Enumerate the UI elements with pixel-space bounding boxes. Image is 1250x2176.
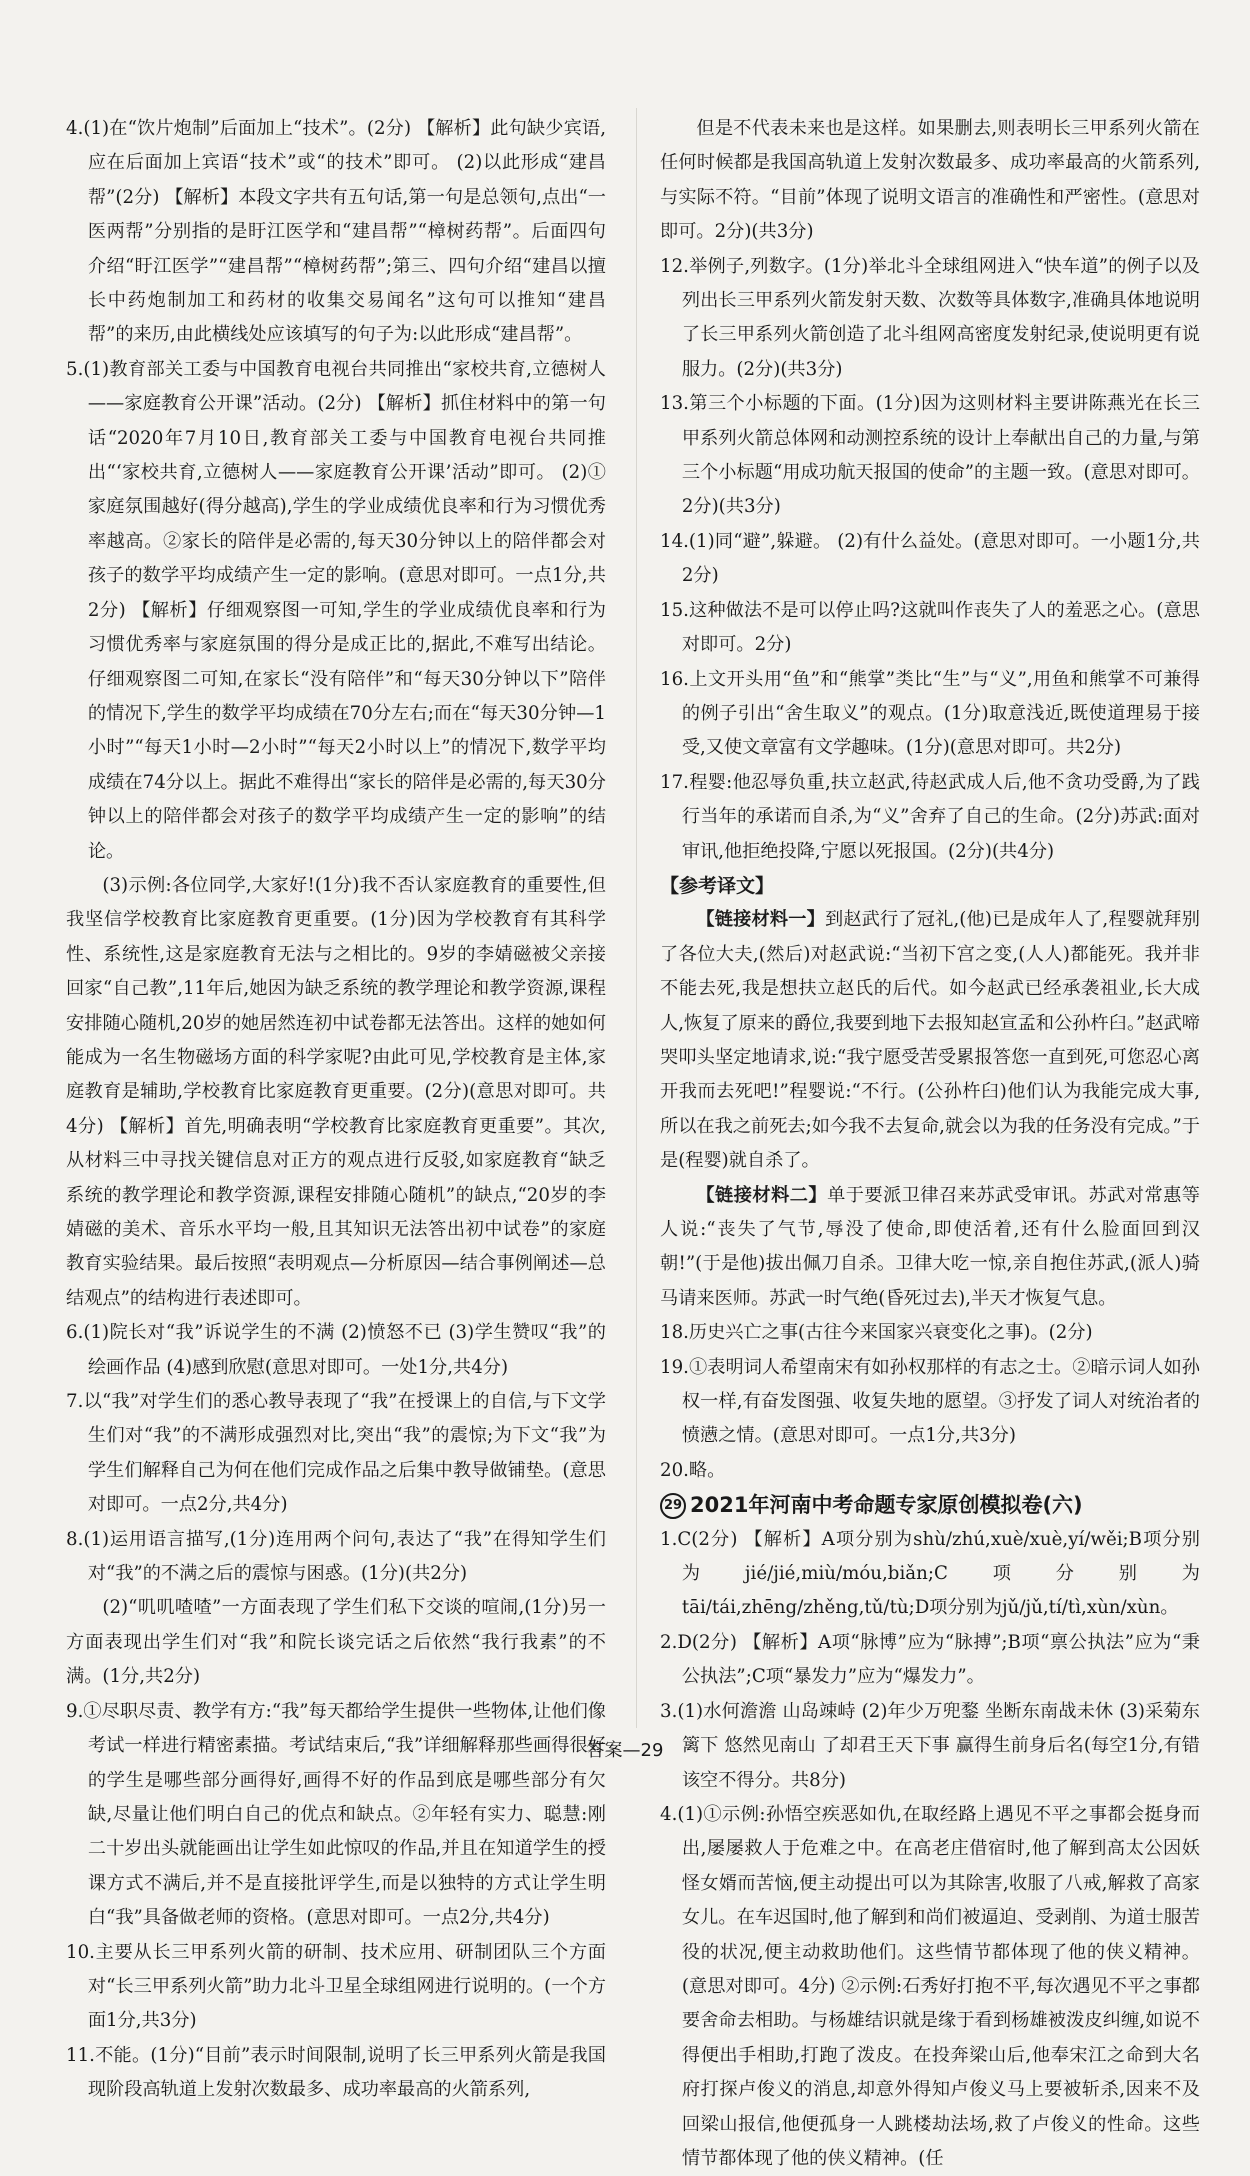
left-answer-item: (2)“叽叽喳喳”一方面表现了学生们私下交谈的喧闹,(1分)另一方面表现出学生们对“我”和院长谈完话之后依然“我行我素”的不满。(1分,共2分) <box>66 1597 606 1688</box>
left-column <box>66 112 606 2108</box>
right-answer-item: 20.略。 <box>660 1459 726 1481</box>
reference-translation-heading: 【参考译文】 <box>660 874 775 897</box>
right-answer-item: 19.①表明词人希望南宋有如孙权那样的有志之士。②暗示词人如孙权一样,有奋发图强、收复失地的愿望。③抒发了词人对统治者的愤懑之情。(意思对即可。一点1分,共3分) <box>660 1356 1200 1447</box>
left-answer-item: 5.(1)教育部关工委与中国教育电视台共同推出“家校共育,立德树人——家庭教育公开课”活动。(2分) 【解析】抓住材料中的第一句话“2020年7月10日,教育部关工委与中国教育电视台共同推出“‘家校共育,立德树人——家庭教育公开课’活动”即可。 (2)①家庭氛围越好(得分越高),学生的学业成绩优良率和行为习惯优秀率越高。②家长的陪伴是必需的,每天30分钟以上的陪伴都会对孩子的数学平均成绩产生一定的影响。(意思对即可。一点1分,共2分) 【解析】仔细观察图一可知,学生的学业成绩优良率和行为习惯优秀率与家庭氛围的得分是成正比的,据此,不难写出结论。仔细观察图二可知,在家长“没有陪伴”和“每天30分钟以下”陪伴的情况下,学生的数学平均成绩在70分左右;而在“每天30分钟—1小时”“每天1小时—2小时”“每天2小时以上”的情况下,数学平均成绩在74分以上。据此不难得出“家长的陪伴是必需的,每天30分钟以上的陪伴都会对孩子的数学平均成绩产生一定的影响”的结论。 <box>66 358 606 862</box>
right-answer-item: 15.这种做法不是可以停止吗?这就叫作丧失了人的羞恶之心。(意思对即可。2分) <box>660 599 1200 656</box>
right-answer-item: 16.上文开头用“鱼”和“熊掌”类比“生”与“义”,用鱼和熊掌不可兼得的例子引出“舍生取义”的观点。(1分)取意浅近,既使道理易于接受,又使文章富有文学趣味。(1分)(意思对即可。共2分) <box>660 668 1200 759</box>
left-answer-item: 11.不能。(1分)“目前”表示时间限制,说明了长三甲系列火箭是我国现阶段高轨道上发射次数最多、成功率最高的火箭系列, <box>66 2044 606 2101</box>
material-label: 【链接材料二】 <box>696 1184 828 1206</box>
right-answer-item: 2.D(2分) 【解析】A项“脉博”应为“脉搏”;B项“禀公执法”应为“秉公执法”;C项“暴发力”应为“爆发力”。 <box>660 1631 1200 1688</box>
material-label: 【链接材料一】 <box>696 909 825 931</box>
right-answer-item: 【链接材料二】单于要派卫律召来苏武受审讯。苏武对常惠等人说:“丧失了气节,辱没了使命,即使活着,还有什么脸面回到汉朝!”(于是他)拔出佩刀自杀。卫律大吃一惊,亲自抱住苏武,(派人)骑马请来医师。苏武一时气绝(昏死过去),半天才恢复气息。 <box>660 1184 1200 1309</box>
column-divider <box>636 108 637 1728</box>
section-title-text: 2021年河南中考命题专家原创模拟卷(六) <box>690 1493 1083 1518</box>
right-answer-item: 14.(1)同“避”,躲避。 (2)有什么益处。(意思对即可。一小题1分,共2分) <box>660 530 1200 587</box>
left-answer-item: 8.(1)运用语言描写,(1分)连用两个问句,表达了“我”在得知学生们对“我”的不满之后的震惊与困惑。(1分)(共2分) <box>66 1528 606 1585</box>
right-answer-item: 【链接材料一】到赵武行了冠礼,(他)已是成年人了,程婴就拜别了各位大夫,(然后)对赵武说:“当初下宫之变,(人人)都能死。我并非不能去死,我是想扶立赵氏的后代。如今赵武已经承袭祖业,长大成人,恢复了原来的爵位,我要到地下去报知赵宣孟和公孙杵臼。”赵武啼哭叩头坚定地请求,说:“我宁愿受苦受累报答您一直到死,可您忍心离开我而去死吧!”程婴说:“不行。(公孙杵臼)他们认为我能完成大事,所以在我之前死去;如今我不去复命,就会以为我的任务没有完成。”于是(程婴)就自杀了。 <box>660 909 1200 1172</box>
left-answer-item: 10.主要从长三甲系列火箭的研制、技术应用、研制团队三个方面对“长三甲系列火箭”助力北斗卫星全球组网进行说明的。(一个方面1分,共3分) <box>66 1941 606 2032</box>
right-answer-item: 13.第三个小标题的下面。(1分)因为这则材料主要讲陈燕光在长三甲系列火箭总体网和动测控系统的设计上奉献出自己的力量,与第三个小标题“用成功航天报国的使命”的主题一致。(意思对即可。2分)(共3分) <box>660 393 1200 518</box>
left-answer-item: 9.①尽职尽责、教学有方:“我”每天都给学生提供一些物体,让他们像考试一样进行精密素描。考试结束后,“我”详细解释那些画得很好的学生是哪些部分画得好,画得不好的作品到底是哪些部分有欠缺,尽量让他们明白自己的优点和缺点。②年轻有实力、聪慧:刚二十岁出头就能画出让学生如此惊叹的作品,并且在知道学生的授课方式不满后,并不是直接批评学生,而是以独特的方式让学生明白“我”具备做老师的资格。(意思对即可。一点2分,共4分) <box>66 1700 606 1929</box>
left-answer-item: 7.以“我”对学生们的悉心教导表现了“我”在授课上的自信,与下文学生们对“我”的不满形成强烈对比,突出“我”的震惊;为下文“我”为学生们解释自己为何在他们完成作品之后集中教导做铺垫。(意思对即可。一点2分,共4分) <box>66 1391 606 1516</box>
section-title <box>660 1488 1200 1522</box>
left-answer-item: (3)示例:各位同学,大家好!(1分)我不否认家庭教育的重要性,但我坚信学校教育比家庭教育更重要。(1分)因为学校教育有其科学性、系统性,这是家庭教育无法与之相比的。9岁的李婧磁被父亲接回家“自己教”,11年后,她因为缺乏系统的教学理论和教学资源,课程安排随心随机,20岁的她居然连初中试卷都无法答出。这样的她如何能成为一名生物磁场方面的科学家呢?由此可见,学校教育是主体,家庭教育是辅助,学校教育比家庭教育更重要。(2分)(意思对即可。共4分) 【解析】首先,明确表明“学校教育比家庭教育更重要”。其次,从材料三中寻找关键信息对正方的观点进行反驳,如家庭教育“缺乏系统的教学理论和教学资源,课程安排随心随机”的缺点,“20岁的李婧磁的美术、音乐水平均一般,且其知识无法答出初中试卷”的家庭教育实验结果。最后按照“表明观点—分析原因—结合事例阐述—总结观点”的结构进行表述即可。 <box>66 874 606 1309</box>
right-answer-item: 3.(1)水何澹澹 山岛竦峙 (2)年少万兜鍪 坐断东南战未休 (3)采菊东篱下 悠然见南山 了却君王天下事 赢得生前身后名(每空1分,有错该空不得分。共8分) <box>660 1700 1200 1791</box>
right-answer-item: 18.历史兴亡之事(古往今来国家兴衰变化之事)。(2分) <box>660 1322 1093 1344</box>
right-answer-item: 1.C(2分) 【解析】A项分别为shù/zhú,xuè/xuè,yí/wěi;B项分别为jié/jié,miù/móu,biǎn;C项分别为tāi/tái,zhēng/zhěng,tǔ/tù;D项分别为jǔ/jǔ,tí/tì,xùn/xùn。 <box>660 1528 1200 1619</box>
left-answer-item: 4.(1)在“饮片炮制”后面加上“技术”。(2分) 【解析】此句缺少宾语,应在后面加上宾语“技术”或“的技术”即可。 (2)以此形成“建昌帮”(2分) 【解析】本段文字共有五句话,第一句是总领句,点出“一医两帮”分别指的是盱江医学和“建昌帮”“樟树药帮”。后面四句介绍“盱江医学”“建昌帮”“樟树药帮”;第三、四句介绍“建昌以擅长中药炮制加工和药材的收集交易闻名”这句可以推知“建昌帮”的来历,由此横线处应该填写的句子为:以此形成“建昌帮”。 <box>66 118 606 346</box>
right-answer-item: 12.举例子,列数字。(1分)举北斗全球组网进入“快车道”的例子以及列出长三甲系列火箭发射天数、次数等具体数字,准确具体地说明了长三甲系列火箭创造了北斗组网高密度发射纪录,使说明更有说服力。(2分)(共3分) <box>660 255 1200 380</box>
right-answer-item: 17.程婴:他忍辱负重,扶立赵武,待赵武成人后,他不贪功受爵,为了践行当年的承诺而自杀,为“义”舍弃了自己的生命。(2分)苏武:面对审讯,他拒绝投降,宁愿以死报国。(2分)(共4分) <box>660 771 1200 862</box>
section-number-badge: 29 <box>660 1493 686 1519</box>
left-answer-item: 6.(1)院长对“我”诉说学生的不满 (2)愤怒不已 (3)学生赞叹“我”的绘画作品 (4)感到欣慰(意思对即可。一处1分,共4分) <box>66 1322 606 1378</box>
right-answer-item: 但是不代表未来也是这样。如果删去,则表明长三甲系列火箭在任何时候都是我国高轨道上发射次数最多、成功率最高的火箭系列,与实际不符。“目前”体现了说明文语言的准确性和严密性。(意思对即可。2分)(共3分) <box>660 118 1200 243</box>
right-column <box>660 112 1200 2176</box>
right-answer-item: 4.(1)①示例:孙悟空疾恶如仇,在取经路上遇见不平之事都会挺身而出,屡屡救人于危难之中。在高老庄借宿时,他了解到高太公因妖怪女婿而苦恼,便主动提出可以为其除害,收服了八戒,解救了高家女儿。在车迟国时,他了解到和尚们被逼迫、受剥削、为道士服苦役的状况,便主动救助他们。这些情节都体现了他的侠义精神。(意思对即可。4分) ②示例:石秀好打抱不平,每次遇见不平之事都要舍命去相助。与杨雄结识就是缘于看到杨雄被泼皮纠缠,如说不得便出手相助,打跑了泼皮。在投奔梁山后,他奉宋江之命到大名府打探卢俊义的消息,却意外得知卢俊义马上要被斩杀,因来不及回梁山报信,他便孤身一人跳楼劫法场,救了卢俊义的性命。这些情节都体现了他的侠义精神。(任 <box>660 1803 1200 2169</box>
page-footer: 答案—29 <box>586 1740 664 1761</box>
